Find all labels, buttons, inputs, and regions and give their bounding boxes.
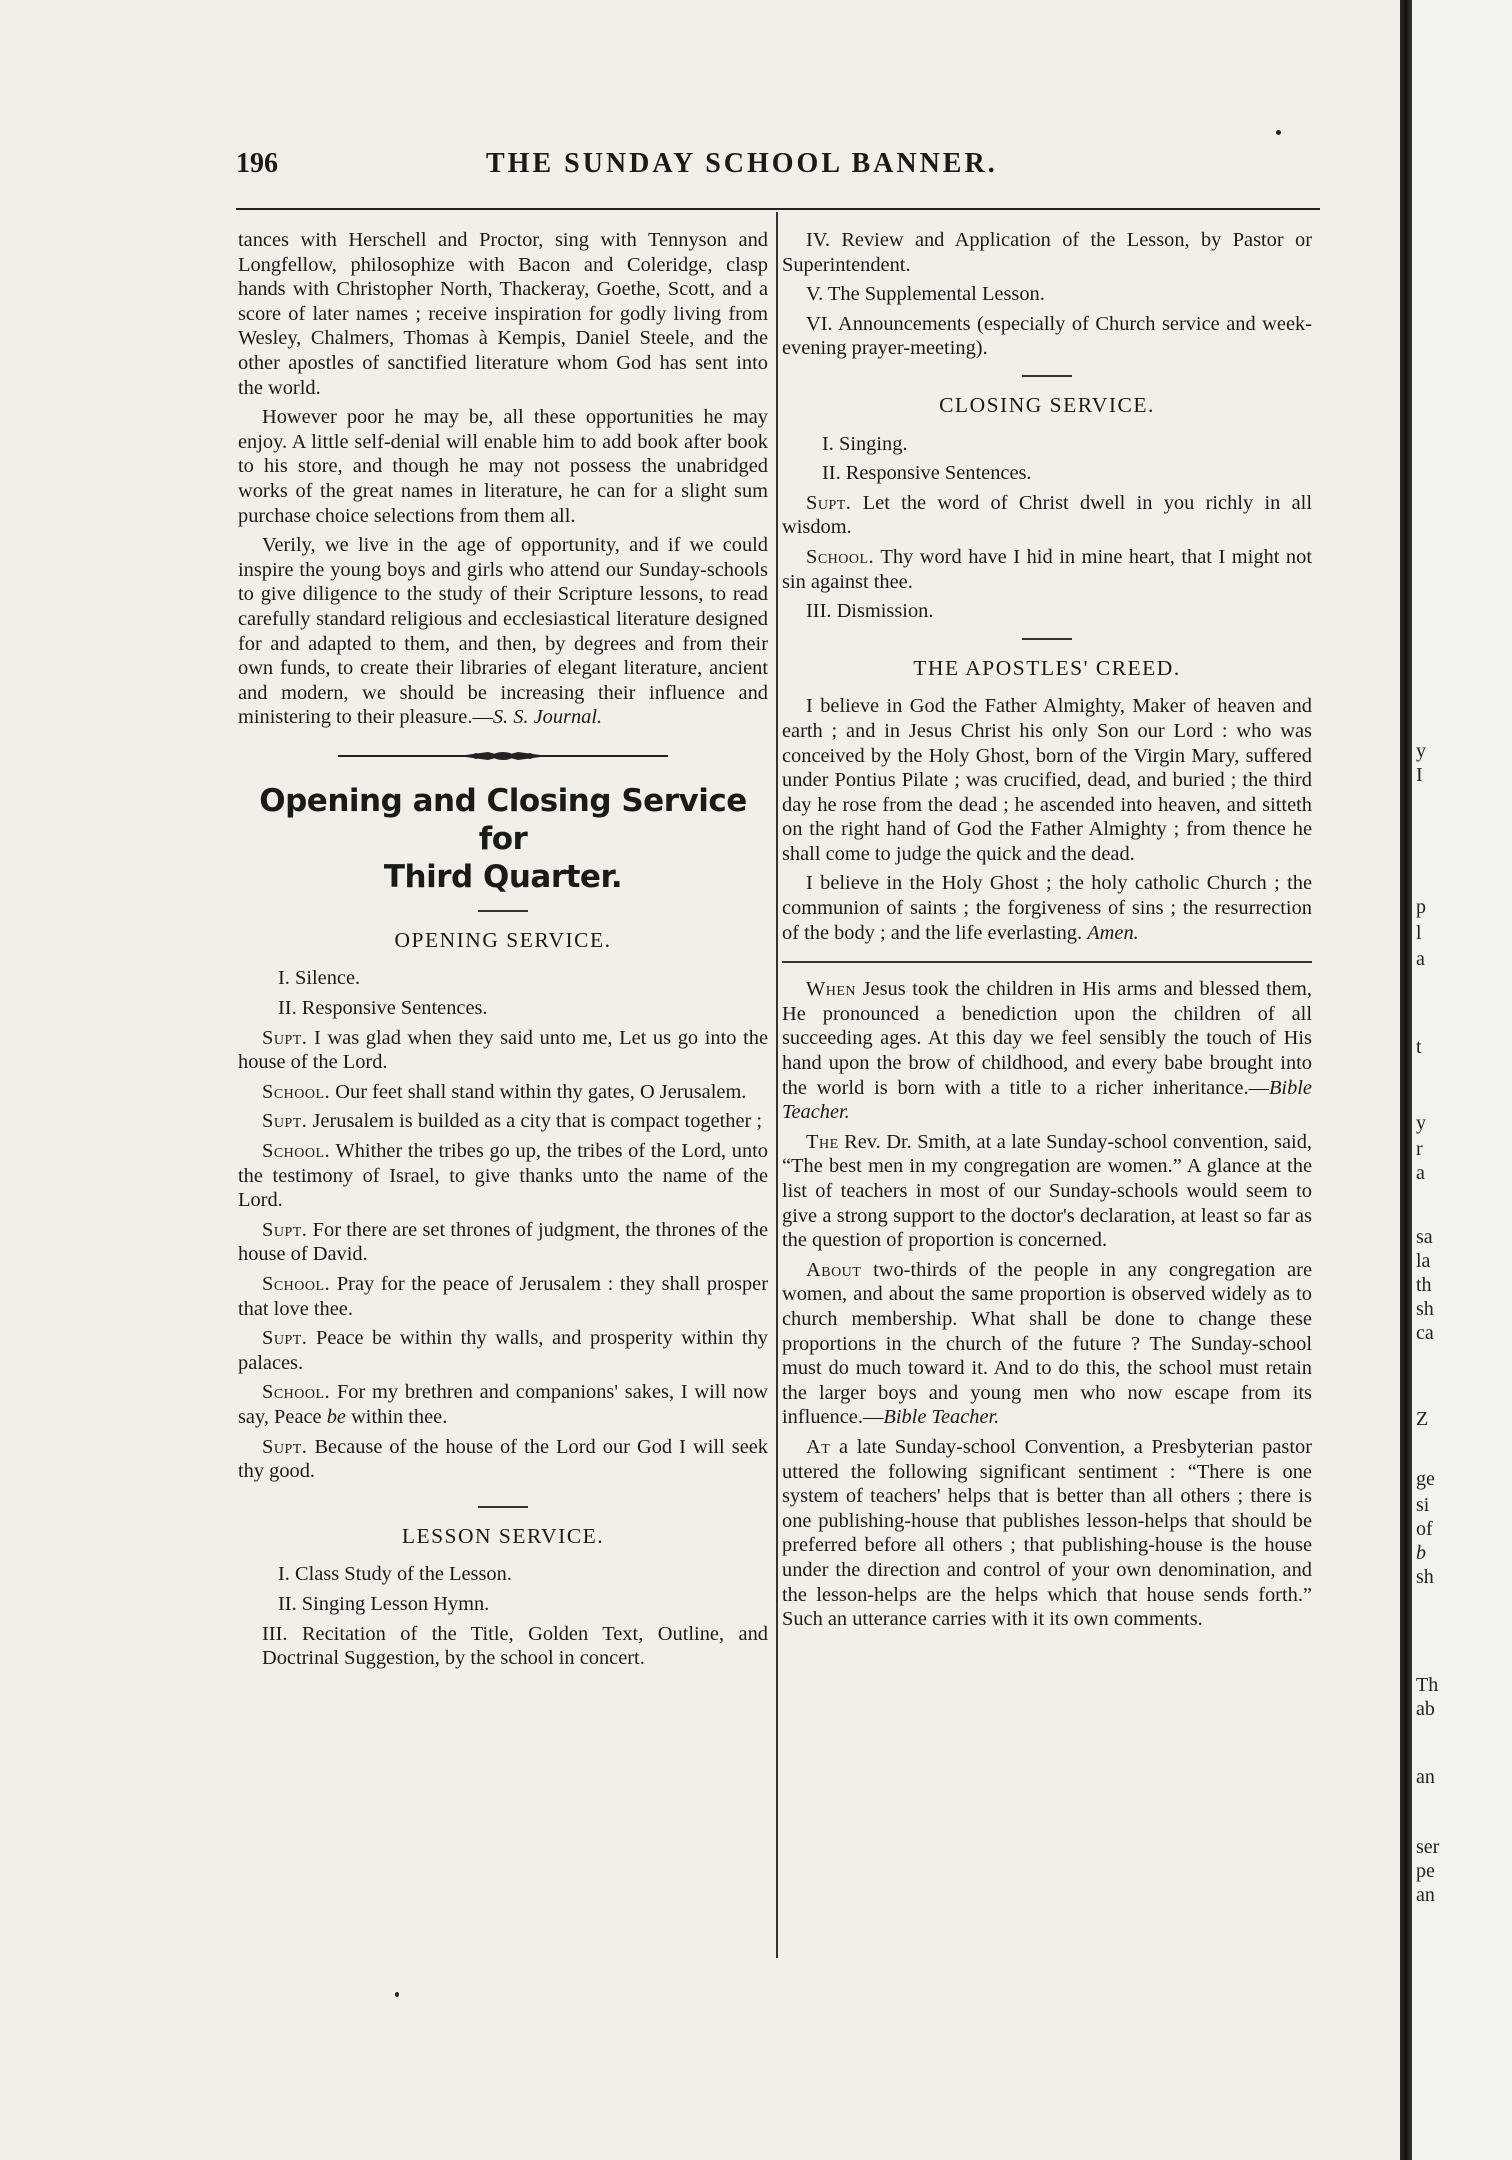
speaker-label: Supt.	[262, 1327, 308, 1350]
section-title-line2: Third Quarter.	[383, 858, 623, 895]
speaker-label: Supt.	[262, 1218, 308, 1241]
short-rule	[1022, 375, 1072, 377]
short-rule	[1022, 638, 1072, 640]
responsive-text: Let the word of Christ dwell in you richly in all wisdom.	[782, 491, 1312, 539]
adjacent-page-fragment: an	[1416, 1766, 1435, 1788]
adjacent-page-fragment: la	[1416, 1250, 1431, 1272]
responsive-line	[238, 1139, 768, 1213]
responsive-text: Whither the tribes go up, the tribes of the Lord, unto the testimony of Israel, to give thanks unto the name of the Lord.	[238, 1140, 769, 1212]
left-column	[238, 228, 768, 1676]
adjacent-page-fragment: Z	[1416, 1408, 1429, 1430]
adjacent-page-fragment: I	[1416, 764, 1423, 786]
source-citation: S. S. Journal.	[492, 706, 603, 729]
responsive-text: Because of the house of the Lord our God I will seek thy good.	[238, 1435, 768, 1483]
responsive-line	[238, 1026, 768, 1075]
list-item: I. Class Study of the Lesson.	[278, 1563, 512, 1586]
column-divider	[776, 212, 778, 1958]
right-column	[782, 228, 1312, 1637]
lesson-service-heading: LESSON SERVICE.	[401, 1523, 605, 1548]
source-citation: Bible Teacher.	[883, 1406, 1000, 1429]
list-item: II. Singing Lesson Hymn.	[278, 1592, 490, 1615]
adjacent-page-fragment: a	[1416, 948, 1425, 970]
paragraph-text: two-thirds of the people in any congregation are women, and about the same proportion is observed widely as to church membership. What shall be done to change these proportions in the church of the future ? The Sunday-school must do much toward it. And to do this, the school must retain the larger boys and young men who now escape from its influence.—	[782, 1258, 1312, 1429]
short-rule	[478, 910, 528, 912]
adjacent-page-fragment: Th	[1416, 1674, 1439, 1696]
speaker-label: Supt.	[262, 1110, 308, 1133]
creed-heading: THE APOSTLES' CREED.	[913, 655, 1181, 680]
speaker-label: Supt.	[806, 491, 852, 514]
closing-service-heading: CLOSING SERVICE.	[939, 392, 1155, 417]
responsive-line	[238, 1272, 768, 1321]
list-item: I. Silence.	[278, 967, 361, 990]
speaker-label: Supt.	[262, 1026, 308, 1049]
responsive-line	[238, 1109, 768, 1134]
list-item: IV. Review and Application of the Lesson, by Pastor or Superintendent.	[782, 229, 1312, 276]
adjacent-page-fragment: r	[1416, 1138, 1423, 1160]
adjacent-page-fragment: si	[1416, 1494, 1430, 1516]
responsive-line	[782, 545, 1312, 594]
list-item: III. Dismission.	[806, 600, 934, 623]
speaker-label: School.	[262, 1273, 331, 1295]
adjacent-page-fragment: a	[1416, 1162, 1425, 1184]
source-citation: Bible Teacher.	[782, 1076, 1312, 1124]
adjacent-page-fragment: an	[1416, 1884, 1435, 1906]
paragraph	[782, 1130, 1312, 1253]
adjacent-page-fragment: y	[1416, 1112, 1426, 1134]
list-item: III. Recitation of the Title, Golden Text, Outline, and Doctrinal Suggestion, by the school in concert.	[262, 1622, 768, 1670]
adjacent-page-edge	[1412, 0, 1512, 2160]
lead-word: The	[806, 1130, 839, 1153]
speaker-label: School.	[262, 1140, 331, 1163]
adjacent-page-fragment: l	[1416, 922, 1422, 944]
adjacent-page-fragment: th	[1416, 1274, 1432, 1296]
lead-word: When	[806, 978, 857, 1001]
paragraph	[782, 1258, 1312, 1430]
speaker-label: School.	[806, 545, 875, 568]
responsive-text: Thy word have I hid in mine heart, that I might not sin against thee.	[782, 545, 1312, 593]
responsive-line	[238, 1326, 768, 1375]
list-item: I. Singing.	[822, 432, 908, 455]
lead-word: About	[806, 1258, 862, 1281]
paragraph: However poor he may be, all these opportunities he may enjoy. A little self-denial will enable him to add book after book to his store, and though he may not possess the unabridged works of the great names in literature, he can for a slight sum purchase choice selections from them all.	[238, 406, 768, 527]
creed-text: I believe in the Holy Ghost ; the holy catholic Church ; the communion of saints ; the forgiveness of sins ; the resurrection of the body ; and the life everlasting.	[782, 872, 1312, 944]
responsive-line	[238, 1218, 768, 1267]
adjacent-page-fragment: ab	[1416, 1698, 1435, 1720]
list-item: II. Responsive Sentences.	[822, 462, 1032, 485]
responsive-text: For my brethren and companions' sakes, I will now say, Peace	[238, 1381, 768, 1428]
responsive-line	[238, 1380, 768, 1429]
adjacent-page-fragment: of	[1416, 1518, 1433, 1540]
paragraph-text: Rev. Dr. Smith, at a late Sunday-school convention, said, “The best men in my congregation are women.” A glance at the list of teachers in most of our Sunday-schools would seem to give a strong support to the doctor's declaration, at least so far as the question of proportion is concerned.	[782, 1130, 1312, 1252]
responsive-text: I was glad when they said unto me, Let us go into the house of the Lord.	[238, 1026, 768, 1074]
page-binding-gutter	[1400, 0, 1412, 2160]
list-item: V. The Supplemental Lesson.	[806, 283, 1045, 306]
responsive-text: For there are set thrones of judgment, the thrones of the house of David.	[238, 1218, 768, 1266]
ink-speck	[1276, 130, 1281, 135]
short-rule	[478, 1506, 528, 1508]
adjacent-page-fragment: y	[1416, 740, 1426, 762]
adjacent-page-fragment: ge	[1416, 1468, 1435, 1490]
responsive-line	[238, 1435, 768, 1484]
speaker-label: School.	[262, 1381, 331, 1404]
lead-word: At	[806, 1435, 831, 1458]
emphasis: be	[326, 1405, 346, 1428]
adjacent-page-fragment: t	[1416, 1036, 1422, 1058]
adjacent-page-fragment: sh	[1416, 1298, 1434, 1320]
paragraph	[238, 533, 768, 730]
adjacent-page-fragment: sa	[1416, 1226, 1433, 1248]
section-title	[238, 782, 768, 896]
page-number: 196	[236, 148, 278, 179]
paragraph-continued: tances with Herschell and Proctor, sing with Tennyson and Longfellow, philosophize with Bacon and Coleridge, clasp hands with Christopher North, Thackeray, Goethe, Scott, and a score of later names ; receive inspiration for godly living from Wesley, Chalmers, Thomas à Kempis, Daniel Steele, and the other apostles of sanctified literature whom God has sent into the world.	[238, 229, 768, 399]
responsive-text: Our feet shall stand within thy gates, O Jerusalem.	[335, 1080, 747, 1103]
paragraph	[782, 977, 1312, 1125]
responsive-line	[238, 1080, 768, 1105]
adjacent-page-fragment: ca	[1416, 1322, 1434, 1344]
speaker-label: School.	[262, 1080, 331, 1103]
section-rule	[782, 961, 1312, 963]
responsive-text: Jerusalem is builded as a city that is compact together ;	[312, 1110, 763, 1133]
adjacent-page-fragment: pe	[1416, 1860, 1435, 1882]
paragraph-text: Verily, we live in the age of opportunity, and if we could inspire the young boys and girls who attend our Sunday-schools to give diligence to the study of their Scripture lessons, to read carefully standard religious and ecclesiastical literature designed for and adapted to them, and then, by degrees and from their own funds, to create their libraries of elegant literature, ancient and modern, we should be increasing their influence and ministering to their pleasure.—	[238, 534, 768, 729]
creed-amen: Amen.	[1087, 921, 1139, 944]
responsive-text: Peace be within thy walls, and prosperity within thy palaces.	[238, 1327, 768, 1374]
section-title-line1: Opening and Closing Service for	[259, 782, 747, 857]
creed-paragraph: I believe in God the Father Almighty, Maker of heaven and earth ; and in Jesus Christ his only Son our Lord : who was conceived by the Holy Ghost, born of the Virgin Mary, suffered under Pontius Pilate ; was crucified, dead, and buried ; the third day he rose from the dead ; he ascended into heaven, and sitteth on the right hand of God the Father Almighty ; from thence he shall come to judge the quick and the dead.	[782, 695, 1312, 865]
responsive-text: Pray for the peace of Jerusalem : they shall prosper that love thee.	[238, 1273, 768, 1320]
list-item: II. Responsive Sentences.	[278, 997, 488, 1020]
paragraph	[782, 1435, 1312, 1632]
creed-paragraph	[782, 871, 1312, 945]
responsive-line	[782, 491, 1312, 540]
paragraph-text: a late Sunday-school Convention, a Presbyterian pastor uttered the following significant sentiment : “There is one system of teachers' helps that is better than all others ; there is one publishing-house that publishes lesson-helps that should be preferred before all others ; that publishing-house is the house under the direction and control of your own denomination, and the lesson-helps are the helps which that house sends forth.” Such an utterance carries with it its own comments.	[782, 1435, 1312, 1631]
page-header	[236, 148, 1306, 188]
list-item: VI. Announcements (especially of Church service and week-evening prayer-meeting).	[782, 312, 1312, 360]
adjacent-page-fragment: sh	[1416, 1566, 1434, 1588]
running-title: THE SUNDAY SCHOOL BANNER.	[486, 148, 998, 179]
opening-service-heading: OPENING SERVICE.	[394, 927, 612, 952]
adjacent-page-fragment: p	[1416, 896, 1426, 918]
speaker-label: Supt.	[262, 1435, 308, 1458]
paragraph-text: Jesus took the children in His arms and blessed them, He pronounced a benediction upon the children of all succeeding ages. At this day we feel sensibly the touch of His hand upon the brow of childhood, and every babe brought into the world is born with a title to a richer inheritance.—	[782, 978, 1312, 1099]
adjacent-page-fragment: b	[1416, 1542, 1426, 1564]
ornament-divider	[338, 748, 668, 764]
ink-speck	[395, 1992, 399, 1997]
responsive-text: within thee.	[351, 1405, 448, 1428]
adjacent-page-fragment: ser	[1416, 1836, 1440, 1858]
header-rule	[236, 208, 1320, 210]
